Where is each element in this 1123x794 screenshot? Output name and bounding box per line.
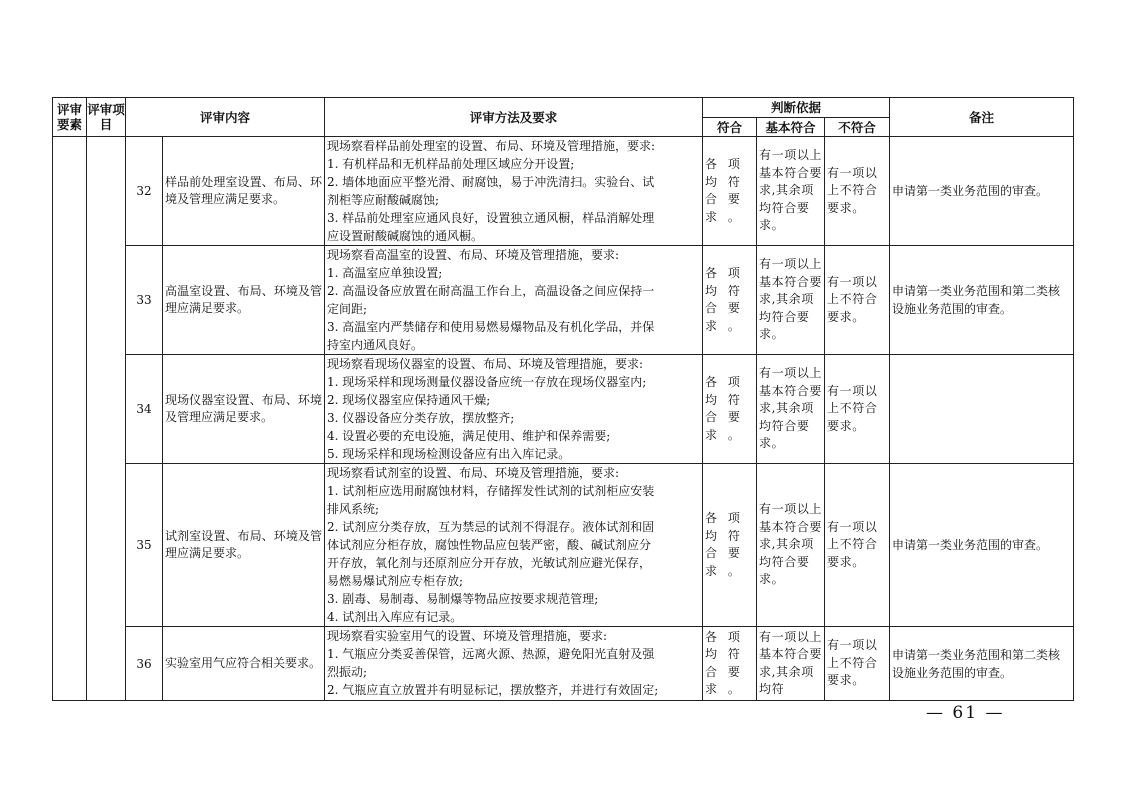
- method-line: 1. 试剂柜应选用耐腐蚀材料，存储挥发性试剂的试剂柜应安装: [327, 484, 655, 498]
- remark: 申请第一类业务范围和第二类核设施业务范围的审查。: [890, 627, 1074, 701]
- method-line: 2. 现场仪器室应保持通风干燥;: [327, 393, 491, 407]
- nonconform-criteria: 有一项以上不符合要求。: [825, 464, 890, 627]
- method-line: 现场察看实验室用气的设置、环境及管理措施，要求:: [327, 629, 608, 643]
- method-line: 应设置耐酸碱腐蚀的通风橱。: [327, 229, 484, 243]
- review-method: [325, 464, 703, 627]
- method-line: 持室内通风良好。: [327, 338, 424, 352]
- method-line: 3. 剧毒、易制毒、易制爆等物品应按要求规范管理;: [327, 592, 599, 606]
- row-number: 34: [126, 355, 163, 464]
- table-row: [53, 355, 1074, 464]
- method-line: 1. 高温室应单独设置;: [327, 266, 443, 280]
- method-line: 1. 气瓶应分类妥善保管，远离火源、热源，避免阳光直射及强: [327, 647, 655, 661]
- basic-conform-criteria: 有一项以上基本符合要求,其余项均符: [757, 627, 825, 701]
- nonconform-criteria: 有一项以上不符合要求。: [825, 137, 890, 246]
- remark: 申请第一类业务范围和第二类核设施业务范围的审查。: [890, 246, 1074, 355]
- method-line: 3. 样品前处理室应通风良好，设置独立通风橱，样品消解处理: [327, 211, 655, 225]
- nonconform-criteria: 有一项以上不符合要求。: [825, 627, 890, 701]
- table-row: [53, 464, 1074, 627]
- row-number: 32: [126, 137, 163, 246]
- method-line: 现场察看现场仪器室的设置、布局、环境及管理措施，要求:: [327, 357, 644, 371]
- page-number: — 61 —: [926, 703, 1005, 723]
- conform-criteria: 各项均符合要求。: [703, 246, 757, 355]
- method-line: 烈振动;: [327, 665, 368, 679]
- conform-criteria: 各项均符合要求。: [703, 464, 757, 627]
- conform-criteria: 各项均符合要求。: [703, 355, 757, 464]
- review-method: [325, 246, 703, 355]
- header-basic: 基本符合: [757, 118, 825, 137]
- method-line: 体试剂应分柜存放，腐蚀性物品应包装严密，酸、碱试剂应分: [327, 538, 652, 552]
- method-line: 5. 现场采样和现场检测设备应有出入库记录。: [327, 447, 571, 461]
- remark: 申请第一类业务范围的审查。: [890, 137, 1074, 246]
- review-content: 样品前处理室设置、布局、环境及管理应满足要求。: [163, 137, 325, 246]
- review-content: 现场仪器室设置、布局、环境及管理应满足要求。: [163, 355, 325, 464]
- method-line: 4. 试剂出入库应有记录。: [327, 610, 463, 624]
- header-content: 评审内容: [126, 98, 325, 137]
- method-line: 现场察看试剂室的设置、布局、环境及管理措施，要求:: [327, 466, 620, 480]
- header-element: 评审要素: [53, 98, 87, 137]
- header-item: 评审项目: [87, 98, 126, 137]
- header-nonconform: 不符合: [825, 118, 890, 137]
- basic-conform-criteria: 有一项以上基本符合要求,其余项均符合要求。: [757, 355, 825, 464]
- nonconform-criteria: 有一项以上不符合要求。: [825, 246, 890, 355]
- review-method: [325, 627, 703, 701]
- basic-conform-criteria: 有一项以上基本符合要求,其余项均符合要求。: [757, 137, 825, 246]
- review-method: [325, 355, 703, 464]
- method-line: 2. 气瓶应直立放置并有明显标记，摆放整齐，并进行有效固定;: [327, 683, 659, 697]
- remark: 申请第一类业务范围的审查。: [890, 464, 1074, 627]
- method-line: 开存放，氧化剂与还原剂应分开存放，光敏试剂应避光保存，: [327, 556, 652, 570]
- method-line: 3. 仪器设备应分类存放，摆放整齐;: [327, 411, 515, 425]
- review-content: 实验室用气应符合相关要求。: [163, 627, 325, 701]
- row-number: 33: [126, 246, 163, 355]
- method-line: 定间距;: [327, 302, 368, 316]
- header-remark: 备注: [890, 98, 1074, 137]
- method-line: 1. 有机样品和无机样品前处理区域应分开设置;: [327, 157, 575, 171]
- method-line: 2. 墙体地面应平整光滑、耐腐蚀，易于冲洗清扫。实验台、试: [327, 175, 655, 189]
- method-line: 2. 试剂应分类存放，互为禁忌的试剂不得混存。液体试剂和固: [327, 520, 655, 534]
- table-row: [53, 137, 1074, 246]
- header-method: 评审方法及要求: [325, 98, 703, 137]
- header-judgment: 判断依据: [703, 98, 890, 118]
- method-line: 3. 高温室内严禁储存和使用易燃易爆物品及有机化学品，并保: [327, 320, 655, 334]
- method-line: 现场察看样品前处理室的设置、布局、环境及管理措施，要求:: [327, 139, 656, 153]
- conform-criteria: 各项均符合要求。: [703, 137, 757, 246]
- method-line: 排风系统;: [327, 502, 380, 516]
- row-number: 36: [126, 627, 163, 701]
- table-row: [53, 627, 1074, 701]
- method-line: 1. 现场采样和现场测量仪器设备应统一存放在现场仪器室内;: [327, 375, 647, 389]
- table-row: [53, 246, 1074, 355]
- remark: [890, 355, 1074, 464]
- method-line: 剂柜等应耐酸碱腐蚀;: [327, 193, 440, 207]
- review-content: 试剂室设置、布局、环境及管理应满足要求。: [163, 464, 325, 627]
- element-cell: [53, 137, 87, 701]
- basic-conform-criteria: 有一项以上基本符合要求,其余项均符合要求。: [757, 246, 825, 355]
- header-conform: 符合: [703, 118, 757, 137]
- method-line: 易燃易爆试剂应专柜存放;: [327, 574, 464, 588]
- method-line: 4. 设置必要的充电设施，满足使用、维护和保养需要;: [327, 429, 611, 443]
- review-method: [325, 137, 703, 246]
- conform-criteria: 各项均符合要求。: [703, 627, 757, 701]
- basic-conform-criteria: 有一项以上基本符合要求,其余项均符合要求。: [757, 464, 825, 627]
- method-line: 现场察看高温室的设置、布局、环境及管理措施，要求:: [327, 248, 620, 262]
- method-line: 2. 高温设备应放置在耐高温工作台上，高温设备之间应保持一: [327, 284, 655, 298]
- review-table: [52, 97, 1074, 701]
- review-content: 高温室设置、布局、环境及管理应满足要求。: [163, 246, 325, 355]
- row-number: 35: [126, 464, 163, 627]
- item-cell: [87, 137, 126, 701]
- nonconform-criteria: 有一项以上不符合要求。: [825, 355, 890, 464]
